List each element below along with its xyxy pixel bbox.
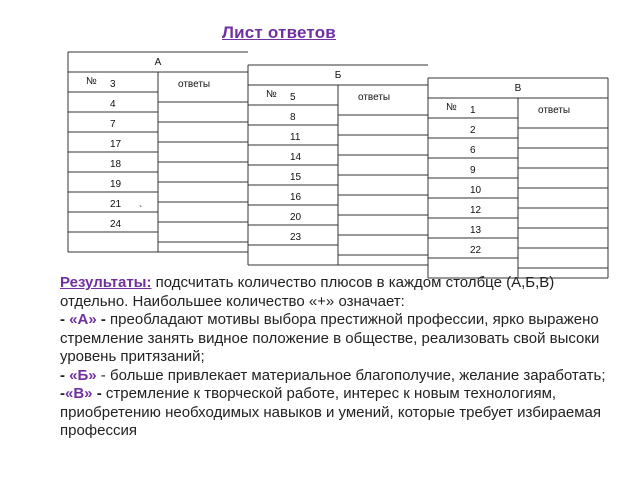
results-intro-text: подсчитать количество плюсов в каждом столбце (А,Б,В) отдельно. Наибольшее количество «+» означает: <box>60 274 555 310</box>
num-header: № <box>266 89 277 100</box>
question-number: 14 <box>290 152 302 163</box>
question-number: 19 <box>110 179 122 190</box>
question-number: 17 <box>110 139 122 150</box>
question-number: 20 <box>290 212 302 223</box>
result-key: «А» <box>69 311 97 328</box>
question-number: 24 <box>110 219 122 230</box>
question-number: 18 <box>110 159 122 170</box>
group-label: Б <box>334 70 342 81</box>
result-item-prefix: - <box>60 366 70 384</box>
question-number: 2 <box>470 125 476 136</box>
answers-header: ответы <box>178 79 211 90</box>
question-number: 12 <box>470 205 482 216</box>
result-item-sep: - <box>96 311 111 328</box>
results-section <box>60 274 620 441</box>
question-number: 10 <box>470 185 482 196</box>
answers-header: ответы <box>538 105 571 116</box>
result-key: «Б» <box>69 366 97 384</box>
question-number: 8 <box>290 112 296 123</box>
question-number: 16 <box>290 192 302 203</box>
table-grid-lines <box>68 52 608 278</box>
page-title: Лист ответов <box>222 23 336 42</box>
question-number: 6 <box>470 145 476 156</box>
question-number: 15 <box>290 172 302 183</box>
group-label: В <box>514 83 522 94</box>
question-number: 9 <box>470 165 476 176</box>
question-number: 21 <box>110 199 122 210</box>
question-number: 23 <box>290 232 302 243</box>
question-number: 3 <box>110 79 116 90</box>
results-label: Результаты: <box>60 274 152 291</box>
result-text: стремление к творческой работе, интерес к новым технологиям, приобретению необходимых навыков и умений, которые требует избираемая профессия <box>60 385 602 439</box>
result-key: «В» <box>65 385 93 402</box>
result-item-prefix: - <box>60 311 70 328</box>
result-text: преобладают мотивы выбора престижной профессии, ярко выражено стремление занять видное положение в обществе, реализовать свой высоки уровень притязаний; <box>60 311 600 365</box>
question-number: 11 <box>290 132 301 143</box>
result-item-b <box>60 367 620 386</box>
question-number: 7 <box>110 119 116 130</box>
question-number: 13 <box>470 225 482 236</box>
result-item-sep: - <box>96 366 110 384</box>
result-item-a <box>60 311 620 367</box>
question-number: 22 <box>470 245 482 256</box>
results-intro <box>60 274 620 311</box>
answers-header: ответы <box>358 92 391 103</box>
group-label: А <box>154 57 162 68</box>
question-number: 4 <box>110 99 116 110</box>
num-header: № <box>86 76 97 87</box>
stray-mark: ` <box>139 205 143 216</box>
question-number: 1 <box>470 105 476 116</box>
num-header: № <box>446 102 457 113</box>
table-text <box>86 57 570 256</box>
result-item-c <box>60 385 620 441</box>
result-text: больше привлекает материальное благополучие, желание заработать; <box>109 366 606 384</box>
question-number: 5 <box>290 92 296 103</box>
result-item-sep: - <box>92 385 106 402</box>
result-item-prefix: - <box>60 385 65 402</box>
